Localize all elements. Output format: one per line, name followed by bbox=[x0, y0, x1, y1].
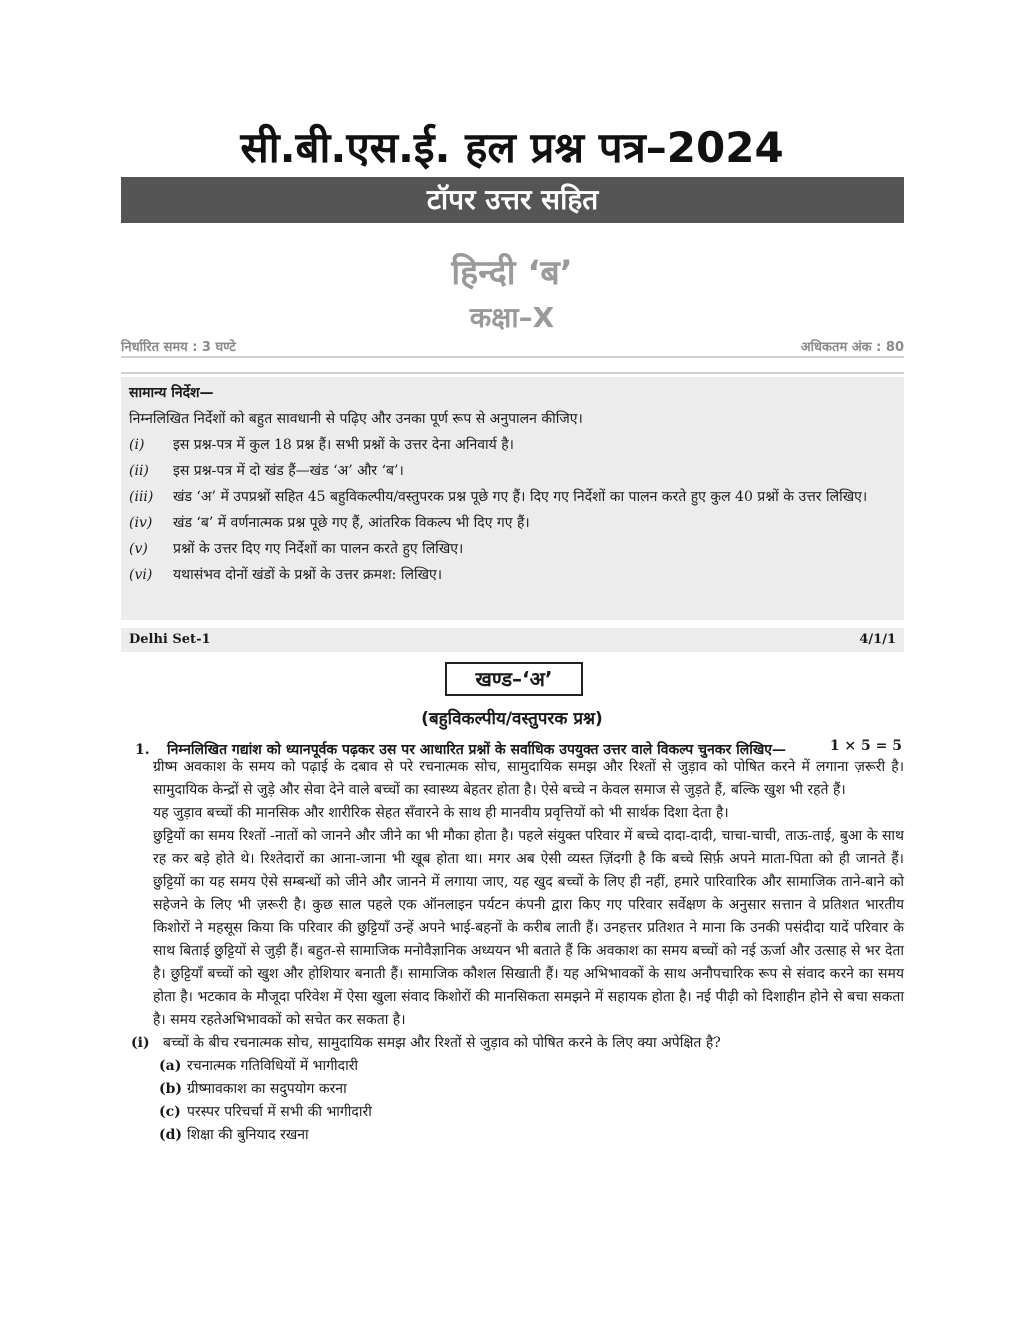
max-marks: अधिकतम अंक : 80 bbox=[800, 340, 904, 355]
general-instructions bbox=[121, 377, 904, 620]
passage-paragraph: यह जुड़ाव बच्चों की मानसिक और शारीरिक सेहत सँवारने के साथ ही मानवीय प्रवृत्तियों को भी सार्थक दिशा देता है। bbox=[153, 805, 729, 821]
instruction-item: (vi) यथासंभव दोनों खंडों के प्रश्नों के उत्तर क्रमश: लिखिए। bbox=[129, 567, 443, 583]
sub-question-text: बच्चों के बीच रचनात्मक सोच, सामुदायिक समझ और रिश्तों से जुड़ाव को पोषित करने के लिए क्या अपेक्षित है? bbox=[163, 1035, 721, 1051]
option-b: (b) ग्रीष्मावकाश का सदुपयोग करना bbox=[159, 1081, 347, 1097]
sub-question-number: (i) bbox=[131, 1035, 150, 1051]
instruction-item: (ii) इस प्रश्न-पत्र में दो खंड हैं—खंड ‘अ’ और ‘ब’। bbox=[129, 463, 404, 479]
question-1 bbox=[121, 738, 904, 1147]
time-allowed: निर्धारित समय : 3 घण्टे bbox=[121, 340, 236, 355]
instruction-item: (iv) खंड ‘ब’ में वर्णनात्मक प्रश्न पूछे गए हैं, आंतरिक विकल्प भी दिए गए हैं। bbox=[129, 515, 530, 531]
instructions-heading: सामान्य निर्देश— bbox=[129, 385, 214, 401]
divider bbox=[121, 372, 904, 374]
option-c: (c) परस्पर परिचर्चा में सभी की भागीदारी bbox=[159, 1104, 372, 1120]
set-code: 4/1/1 bbox=[859, 632, 896, 647]
section-subtitle: (बहुविकल्पीय/वस्तुपरक प्रश्न) bbox=[421, 709, 603, 729]
topper-banner: टॉपर उत्तर सहित bbox=[121, 177, 904, 223]
question-marks: 1 × 5 = 5 bbox=[829, 738, 902, 754]
question-number: 1. bbox=[135, 742, 150, 758]
option-a: (a) रचनात्मक गतिविधियों में भागीदारी bbox=[159, 1058, 359, 1074]
divider bbox=[121, 356, 904, 358]
instruction-item: (i) इस प्रश्न-पत्र में कुल 18 प्रश्न हैं। सभी प्रश्नों के उत्तर देना अनिवार्य है। bbox=[129, 437, 514, 453]
instructions-intro: निम्नलिखित निर्देशों को बहुत सावधानी से पढ़िए और उनका पूर्ण रूप से अनुपालन कीजिए। bbox=[129, 411, 583, 427]
subject-title: हिन्दी ‘ब’ bbox=[451, 253, 573, 293]
sub-question bbox=[121, 1032, 904, 1055]
passage-paragraph: ग्रीष्म अवकाश के समय को पढ़ाई के दबाव से परे रचनात्मक सोच, सामुदायिक समझ और रिश्तों से जुड़ाव को पोषित करने में लगाना ज़रूरी है। सामुदायिक केन्द्रों से जुड़े और सेवा देने वाले बच्चों का स्वास्थ्य बेहतर होता है। ऐसे बच्चे न केवल समाज से जुड़ते हैं, बल्कि खुश भी रहते हैं। bbox=[153, 759, 904, 798]
passage-paragraph: छुट्टियों का समय रिश्तों -नातों को जानने और जीने का भी मौका होता है। पहले संयुक्त परिवार में बच्चे दादा-दादी, चाचा-चाची, ताऊ-ताई, बुआ के साथ रह कर बड़े होते थे। रिश्तेदारों का आना-जाना भी खूब होता था। मगर अब ऐसी व्यस्त ज़िंदगी है कि बच्चे सिर्फ़ अपने माता-पिता को ही जानते हैं। छुट्टियों का यह समय ऐसे सम्बन्धों को जीने और जानने में लगाया जाए, यह खुद बच्चों के लिए ही नहीं, हमारे पारिवारिक और सामाजिक ताने-बाने को सहेजने के लिए भी ज़रूरी है। कुछ साल पहले एक ऑनलाइन पर्यटन कंपनी द्वारा किए गए परिवार सर्वेक्षण के अनुसार सत्तान वे प्रतिशत भारतीय किशोरों ने महसूस किया कि परिवार की छुट्टियाँ उन्हें अपने भाई-बहनों के करीब लाती हैं। उनहत्तर प्रतिशत ने माना कि उनकी पसंदीदा यादें परिवार के साथ बिताई छुट्टियों से जुड़ी हैं। बहुत-से सामाजिक मनोवैज्ञानिक अध्ययन भी बताते हैं कि अवकाश का समय बच्चों को नई ऊर्जा और उत्साह से भर देता है। छुट्टियाँ बच्चों को खुश और होशियार बनाती हैं। सामाजिक कौशल सिखाती हैं। यह अभिभावकों के साथ अनौपचारिक रूप से संवाद करने का समय होता है। भटकाव के मौजूदा परिवेश में ऐसा खुला संवाद किशोरों की मानसिकता समझने में सहायक होता है। नई पीढ़ी को दिशाहीन होने से बचा सकता है। समय रहतेअभिभावकों को सचेत कर सकता है। bbox=[153, 828, 904, 1028]
set-bar bbox=[121, 628, 904, 652]
page-title: सी.बी.एस.ई. हल प्रश्न पत्र–2024 bbox=[240, 123, 784, 172]
class-title: कक्षा–X bbox=[469, 301, 555, 334]
instruction-item: (v) प्रश्नों के उत्तर दिए गए निर्देशों का पालन करते हुए लिखिए। bbox=[129, 541, 464, 557]
passage bbox=[121, 756, 904, 1032]
section-title: खण्ड–‘अ’ bbox=[445, 662, 583, 696]
instruction-item: (iii) खंड ‘अ’ में उपप्रश्नों सहित 45 बहुविकल्पीय/वस्तुपरक प्रश्न पूछे गए हैं। दिए गए निर्देशों का पालन करते हुए कुल 40 प्रश्नों के उत्तर लिखिए। bbox=[129, 489, 868, 505]
option-d: (d) शिक्षा की बुनियाद रखना bbox=[159, 1127, 309, 1143]
set-name: Delhi Set-1 bbox=[129, 632, 211, 647]
question-text: निम्नलिखित गद्यांश को ध्यानपूर्वक पढ़कर उस पर आधारित प्रश्नों के सर्वाधिक उपयुक्त उत्तर वाले विकल्प चुनकर लिखिए— bbox=[167, 742, 787, 758]
